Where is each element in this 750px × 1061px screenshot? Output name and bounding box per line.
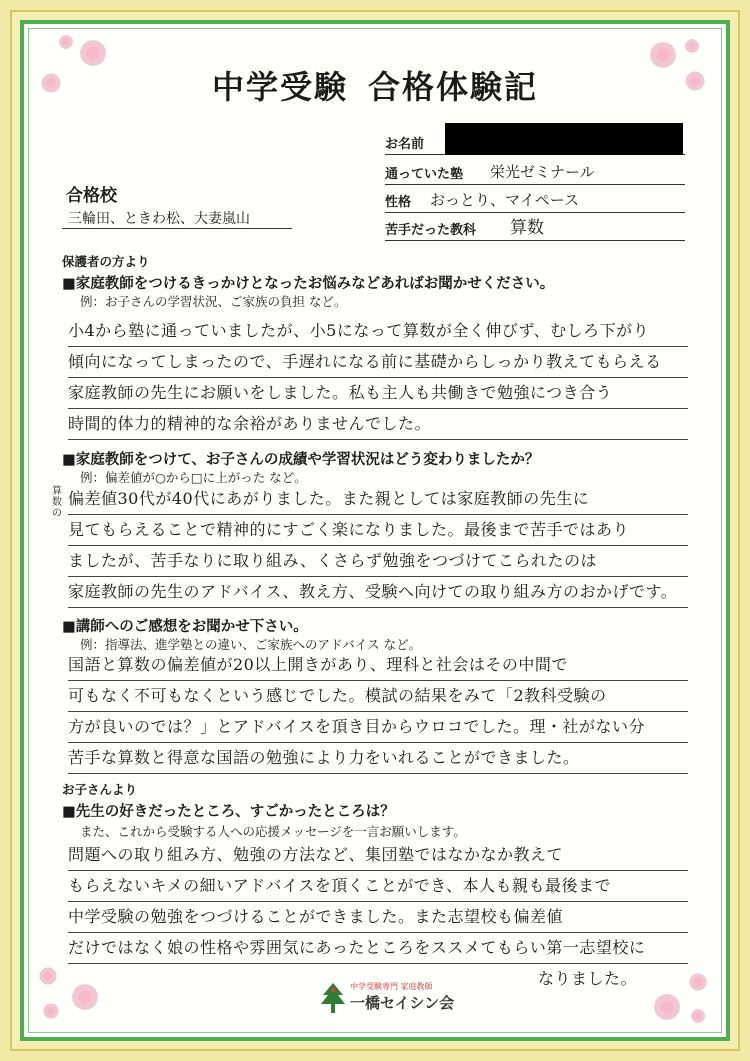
school-underline xyxy=(62,228,292,229)
answer-line: 偏差値30代が40代にあがりました。また親としては家庭教師の先生に xyxy=(68,484,688,515)
question-3: ■講師へのご感想をお聞かせ下さい。 xyxy=(62,619,308,635)
answer-line: 傾向になってしまったので、手遅れになる前に基礎からしっかり教えてもらえる xyxy=(68,347,688,378)
page-title xyxy=(0,62,750,108)
redacted-name xyxy=(445,123,683,155)
answer-line: 問題への取り組み方、勉強の方法など、集団塾ではなかなか教えて xyxy=(68,840,688,871)
answer-line: 時間的体力的精神的な余裕がありませんでした。 xyxy=(68,409,688,440)
name-label: お名前 xyxy=(385,137,425,152)
flower-decoration xyxy=(652,992,682,1022)
answer-1 xyxy=(68,316,688,440)
margin-note: 算数の xyxy=(52,486,62,519)
answer-line: 小4から塾に通っていましたが、小5になって算数が全く伸びず、むしろ下がり xyxy=(68,316,688,347)
answer-3 xyxy=(68,650,688,774)
company-logo xyxy=(320,978,455,1018)
flower-decoration xyxy=(688,972,708,992)
guardian-heading: 保護者の方より xyxy=(62,254,150,269)
flower-decoration xyxy=(58,34,74,50)
answer-line: 国語と算数の偏差値が20以上開きがあり、理科と社会はその中間で xyxy=(68,650,688,681)
title-part-1: 中学受験 xyxy=(211,68,348,106)
school-label: 合格校 xyxy=(66,186,117,206)
answer-line: 中学受験の勉強をつづけることができました。また志望校も偏差値 xyxy=(68,902,688,933)
personality-label: 性格 xyxy=(385,195,412,210)
answer-line: ましたが、苦手なりに取り組み、くさらず勉強をつづけてこられたのは xyxy=(68,546,688,577)
flower-decoration xyxy=(38,966,58,986)
tree-logo-icon xyxy=(320,982,346,1014)
answer-line: 見てもらえることで精神的にすごく楽になりました。最後まで苦手ではあり xyxy=(68,515,688,546)
answer-line: なりました。 xyxy=(538,969,638,988)
question-4: ■先生の好きだったところ、すごかったところは？ xyxy=(62,804,395,820)
question-1: ■家庭教師をつけるきっかけとなったお悩みなどあればお聞かせください。 xyxy=(62,276,555,292)
flower-decoration xyxy=(42,1002,60,1020)
weak-subject-label: 苦手だった教科 xyxy=(385,223,477,238)
question-3-example: 例：指導法、進学塾との違い、ご家族へのアドバイス など。 xyxy=(80,637,422,652)
school-value: 三輪田、ときわ松、大妻嵐山 xyxy=(68,211,250,227)
answer-line: 可もなく不可もなくという感じでした。模試の結果をみて「2教科受験の xyxy=(68,681,688,712)
answer-line: 方が良いのでは？」とアドバイスを頂き目からウロコでした。理・社がない分 xyxy=(68,712,688,743)
question-2-example: 例：偏差値が○から□に上がった など。 xyxy=(80,470,307,485)
answer-line: 家庭教師の先生にお願いをしました。私も主人も共働きで勉強につき合う xyxy=(68,378,688,409)
question-4-example: また、これから受験する人への応援メッセージを一言お願いします。 xyxy=(80,824,466,839)
answer-4 xyxy=(68,840,688,994)
personality-value: おっとり、マイペース xyxy=(430,191,579,209)
flower-decoration xyxy=(690,1008,706,1024)
child-heading: お子さんより xyxy=(62,782,138,797)
juku-row xyxy=(385,158,685,185)
question-2: ■家庭教師をつけて、お子さんの成績や学習状況はどう変わりましたか？ xyxy=(62,452,540,468)
answer-line: 家庭教師の先生のアドバイス、教え方、受験へ向けての取り組み方のおかげです。 xyxy=(68,577,688,608)
juku-value: 栄光ゼミナール xyxy=(490,163,595,181)
title-part-2: 合格体験記 xyxy=(368,68,539,106)
logo-name: 一橋セイシン会 xyxy=(350,994,455,1012)
juku-label: 通っていた塾 xyxy=(385,167,464,182)
answer-line: だけではなく娘の性格や雰囲気にあったところをススメてもらい第一志望校に xyxy=(68,933,688,964)
answer-line: もらえないキメの細いアドバイスを頂くことができ、本人も親も最後まで xyxy=(68,871,688,902)
personality-row xyxy=(385,186,685,213)
flower-decoration xyxy=(684,38,700,54)
question-1-example: 例：お子さんの学習状況、ご家族の負担 など。 xyxy=(80,294,347,309)
answer-2 xyxy=(68,484,688,608)
logo-tagline: 中学受験専門 家庭教師 xyxy=(350,982,433,991)
answer-line: 苦手な算数と得意な国語の勉強により力をいれることができました。 xyxy=(68,743,688,774)
weak-subject-value: 算数 xyxy=(510,218,544,238)
weak-subject-row xyxy=(385,214,685,241)
